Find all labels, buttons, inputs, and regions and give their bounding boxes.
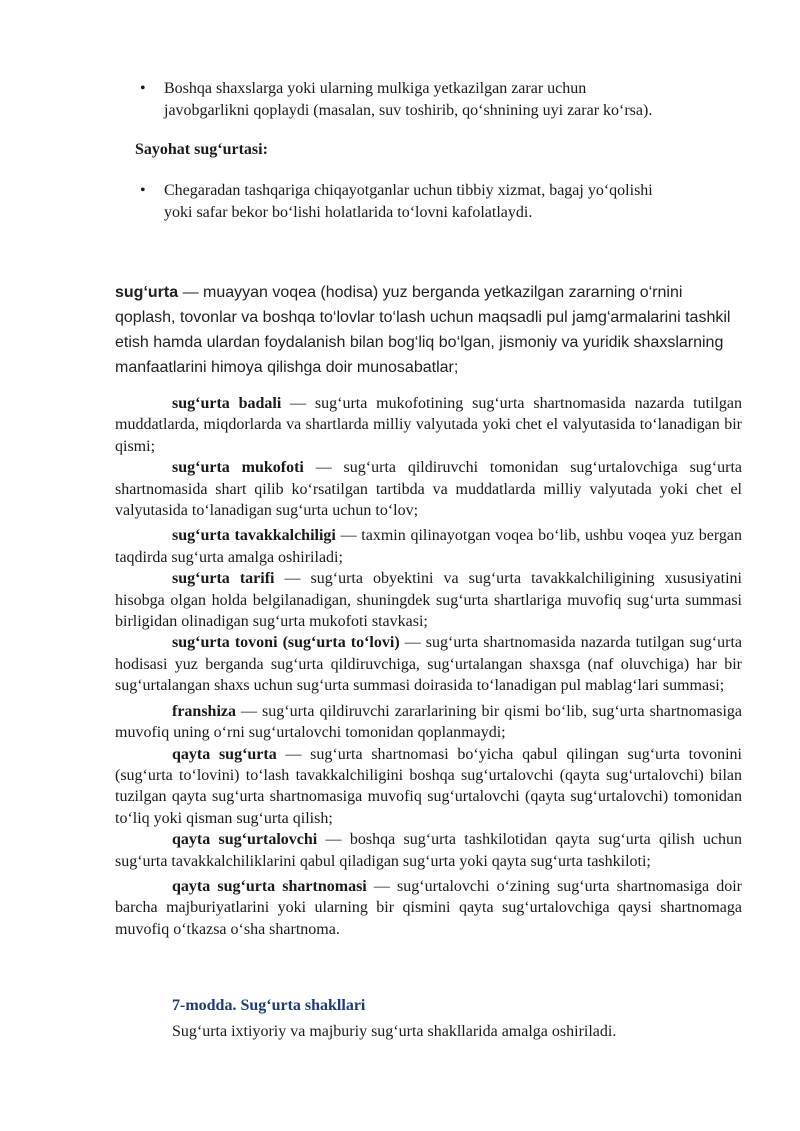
liability-bullet-list bbox=[140, 78, 750, 122]
definition-text: — sug‘urta obyektini va sug‘urta tavakkalchiligining xususiyatini hisobga olgan holda belgilanadigan, shuningdek sug‘urta shartlariga muvofiq sug‘urta summasi birligidan olinadigan sug‘urta mukofoti stavkasi; bbox=[115, 570, 742, 631]
definition-term: sug‘urta tarifi bbox=[172, 570, 275, 588]
bullet-line: yoki safar bekor bo‘lishi holatlarida to‘lovni kafolatlaydi. bbox=[164, 204, 533, 221]
article-title: 7-modda. Sug‘urta shakllari bbox=[172, 997, 366, 1014]
definition-text: — sug‘urta shartnomasi bo‘yicha qabul qilingan sug‘urta tovonini (sug‘urta to‘lovini) to‘lash tavakkalchiligini boshqa sug‘urtalovchi (qayta sug‘urtalovchi) bilan tuzilgan qayta sug‘urta shartnomasiga muvofiq sug‘urtalovchi (qayta sug‘urtalovchi) tomonidan to‘liq yoki qisman sug‘urta qilish; bbox=[115, 745, 742, 827]
definitions-list bbox=[115, 393, 742, 940]
definition-item bbox=[115, 393, 742, 457]
bullet-icon: • bbox=[140, 182, 146, 199]
definition-text: — boshqa sug‘urta tashkilotidan qayta sug‘urta qilish uchun sug‘urta tavakkalchiliklarini qabul qiladigan sug‘urta yoki qayta sug‘urta tashkiloti; bbox=[115, 831, 743, 870]
definition-text: — sug‘urtalovchi o‘zining sug‘urta shartnomasiga doir barcha majburiyatlarini yoki ularning bir qismini qayta sug‘urtalovchiga qaysi shartnomaga muvofiq o‘tkazsa o‘sha shartnoma. bbox=[115, 877, 742, 938]
definition-term: sug‘urta badali bbox=[172, 395, 282, 412]
definition-term: franshiza bbox=[172, 702, 236, 720]
definition-item bbox=[115, 525, 742, 568]
definition-term: sug‘urta bbox=[115, 284, 179, 301]
definition-text: — sug‘urta qildiruvchi zararlarining bir qismi bo‘lib, sug‘urta shartnomasiga muvofiq uning o‘rni sug‘urtalovchi tomonidan qoplanmaydi; bbox=[115, 702, 742, 742]
definition-item bbox=[115, 568, 742, 632]
definition-term: sug‘urta tavakkalchiligi bbox=[172, 527, 336, 545]
bullet-line: Chegaradan tashqariga chiqayotganlar uchun tibbiy xizmat, bagaj yo‘qolishi bbox=[164, 182, 653, 199]
definition-term: sug‘urta mukofoti bbox=[172, 459, 304, 477]
definition-text: — sug‘urta qildiruvchi tomonidan sug‘urtalovchiga sug‘urta shartnomasida shart qilib ko‘rsatilgan tartibda va muddatlarda milliy valyutada yoki chet el valyutasida to‘lanadigan sug‘urta uchun to‘lov; bbox=[115, 459, 742, 520]
list-item bbox=[140, 180, 750, 224]
definition-text: — muayyan voqea (hodisa) yuz berganda yetkazilgan zararning o‘rnini qoplash, tovonlar va boshqa to‘lovlar to‘lash uchun maqsadli pul jamg‘armalarini tashkil etish hamda ulardan foydalanish bilan bog‘liq bo‘lgan, jismoniy va yuridik shaxslarning manfaatlarini himoya qilishga doir munosabatlar; bbox=[115, 284, 731, 376]
definition-item bbox=[115, 701, 742, 744]
definition-item bbox=[115, 457, 742, 521]
article-text: Sug‘urta ixtiyoriy va majburiy sug‘urta shakllarida amalga oshiriladi. bbox=[172, 1023, 617, 1040]
definition-term: qayta sug‘urtalovchi bbox=[172, 831, 318, 849]
definition-text: — taxmin qilinayotgan voqea bo‘lib, ushbu voqea yuz bergan taqdirda sug‘urta amalga oshiriladi; bbox=[115, 527, 742, 566]
list-item bbox=[140, 78, 750, 122]
definition-item bbox=[115, 876, 742, 940]
definition-item bbox=[115, 744, 742, 830]
definition-text: — sug‘urta shartnomasida nazarda tutilgan sug‘urta hodisasi yuz berganda sug‘urta qildiruvchiga, sug‘urtalangan shaxsga (naf oluvchiga) har bir sug‘urtalangan shaxs uchun sug‘urta summasi doirasida to‘lanadigan pul mablag‘lari summasi; bbox=[115, 634, 742, 695]
definition-text: — sug‘urta mukofotining sug‘urta shartnomasida nazarda tutilgan muddatlarda, miqdorlarda va shartlarda milliy valyutada yoki chet el valyutasida to‘lanadigan bir qismi; bbox=[115, 395, 743, 455]
bullet-line: javobgarlikni qoplaydi (masalan, suv toshirib, qo‘shnining uyi zarar ko‘rsa). bbox=[164, 102, 653, 119]
bullet-icon: • bbox=[140, 80, 146, 97]
definition-term: qayta sug‘urta bbox=[172, 745, 277, 763]
definition-item bbox=[115, 632, 742, 696]
insurance-definition bbox=[115, 280, 740, 380]
definition-term: sug‘urta tovoni (sug‘urta to‘lovi) bbox=[172, 634, 400, 652]
definition-term: qayta sug‘urta shartnomasi bbox=[172, 877, 367, 895]
travel-bullet-list bbox=[140, 180, 750, 224]
travel-insurance-heading: Sayohat sug‘urtasi: bbox=[135, 141, 268, 158]
definition-item bbox=[115, 829, 742, 872]
bullet-line: Boshqa shaxslarga yoki ularning mulkiga yetkazilgan zarar uchun bbox=[164, 80, 587, 97]
